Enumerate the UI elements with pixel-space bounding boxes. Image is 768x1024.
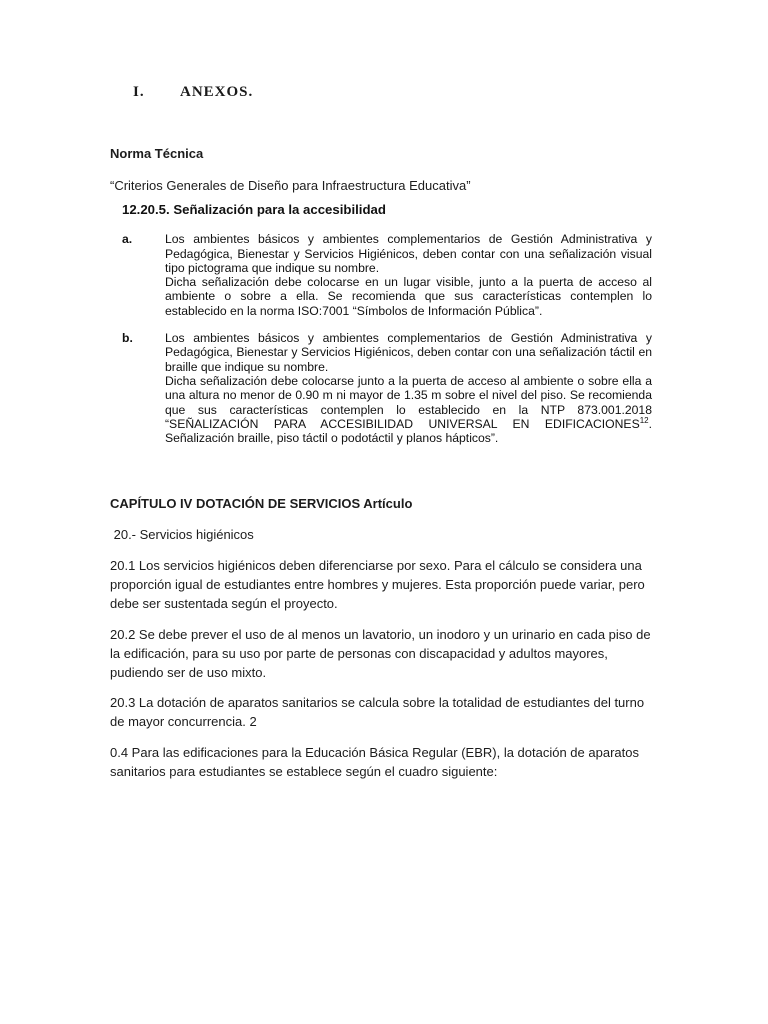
item-a-text1: Los ambientes básicos y ambientes complementarios de Gestión Administrativa y Pedagógica, Bienestar y Servicios Higiénicos, deben contar con una señalización visual tipo pictograma que indique su nombre. — [165, 232, 652, 275]
excerpt-item-b — [118, 331, 658, 445]
item-body — [165, 232, 652, 318]
item-letter: b. — [122, 331, 133, 346]
article-heading: 20.- Servicios higiénicos — [110, 527, 254, 542]
paragraph-20-1: 20.1 Los servicios higiénicos deben diferenciarse por sexo. Para el cálculo se considera una proporción igual de estudiantes entre hombres y mujeres. Esta proporción puede variar, pero debe ser sustentada según el proyecto. — [110, 558, 645, 611]
footnote-ref: 12 — [639, 415, 649, 425]
item-b-text1: Los ambientes básicos y ambientes complementarios de Gestión Administrativa y Pedagógica, Bienestar y Servicios Higiénicos, deben contar con una señalización táctil en braille que indique su nombre. — [165, 331, 652, 374]
excerpt-item-a — [118, 232, 658, 318]
paragraph-0-4: 0.4 Para las edificaciones para la Educación Básica Regular (EBR), la dotación de aparatos sanitarios para estudiantes se establece según el cuadro siguiente: — [110, 745, 639, 779]
norma-title: “Criterios Generales de Diseño para Infraestructura Educativa” — [110, 178, 471, 193]
chapter-heading: CAPÍTULO IV DOTACIÓN DE SERVICIOS Artículo — [110, 496, 413, 511]
annex-title: ANEXOS. — [180, 84, 254, 100]
paragraph-20-2: 20.2 Se debe prever el uso de al menos un lavatorio, un inodoro y un urinario en cada piso de la edificación, para su uso por parte de personas con discapacidad y adultos mayores, pudiendo ser de uso mixto. — [110, 627, 651, 680]
item-body — [165, 331, 652, 445]
scanned-excerpt — [118, 203, 658, 458]
annex-heading — [133, 84, 253, 101]
annex-number: I. — [133, 84, 145, 100]
item-b-text2b: . Señalización braille, piso táctil o podotáctil y planos hápticos”. — [165, 416, 652, 446]
paragraph-20-3: 20.3 La dotación de aparatos sanitarios se calcula sobre la totalidad de estudiantes del turno de mayor concurrencia. 2 — [110, 695, 645, 729]
norma-label: Norma Técnica — [110, 146, 204, 161]
excerpt-title: 12.20.5. Señalización para la accesibilidad — [122, 202, 386, 217]
item-b-text2a: Dicha señalización debe colocarse junto a la puerta de acceso al ambiente o sobre ella a una altura no menor de 0.90 m ni mayor de 1.35 m sobre el nivel del piso. Se recomienda que sus características contemplen lo establecido en la NTP 873.001.2018 “SEÑALIZACIÓN PARA ACCESIBILIDAD UNIVERSAL EN EDIFICACIONES — [165, 373, 652, 431]
item-b-text2 — [165, 374, 652, 445]
item-letter: a. — [122, 232, 133, 247]
item-a-text2: Dicha señalización debe colocarse en un lugar visible, junto a la puerta de acceso al ambiente o sobre a ella. Se recomienda que sus características contemplen lo establecido en la norma ISO:7001 “Símbolos de Información Pública”. — [165, 275, 652, 318]
